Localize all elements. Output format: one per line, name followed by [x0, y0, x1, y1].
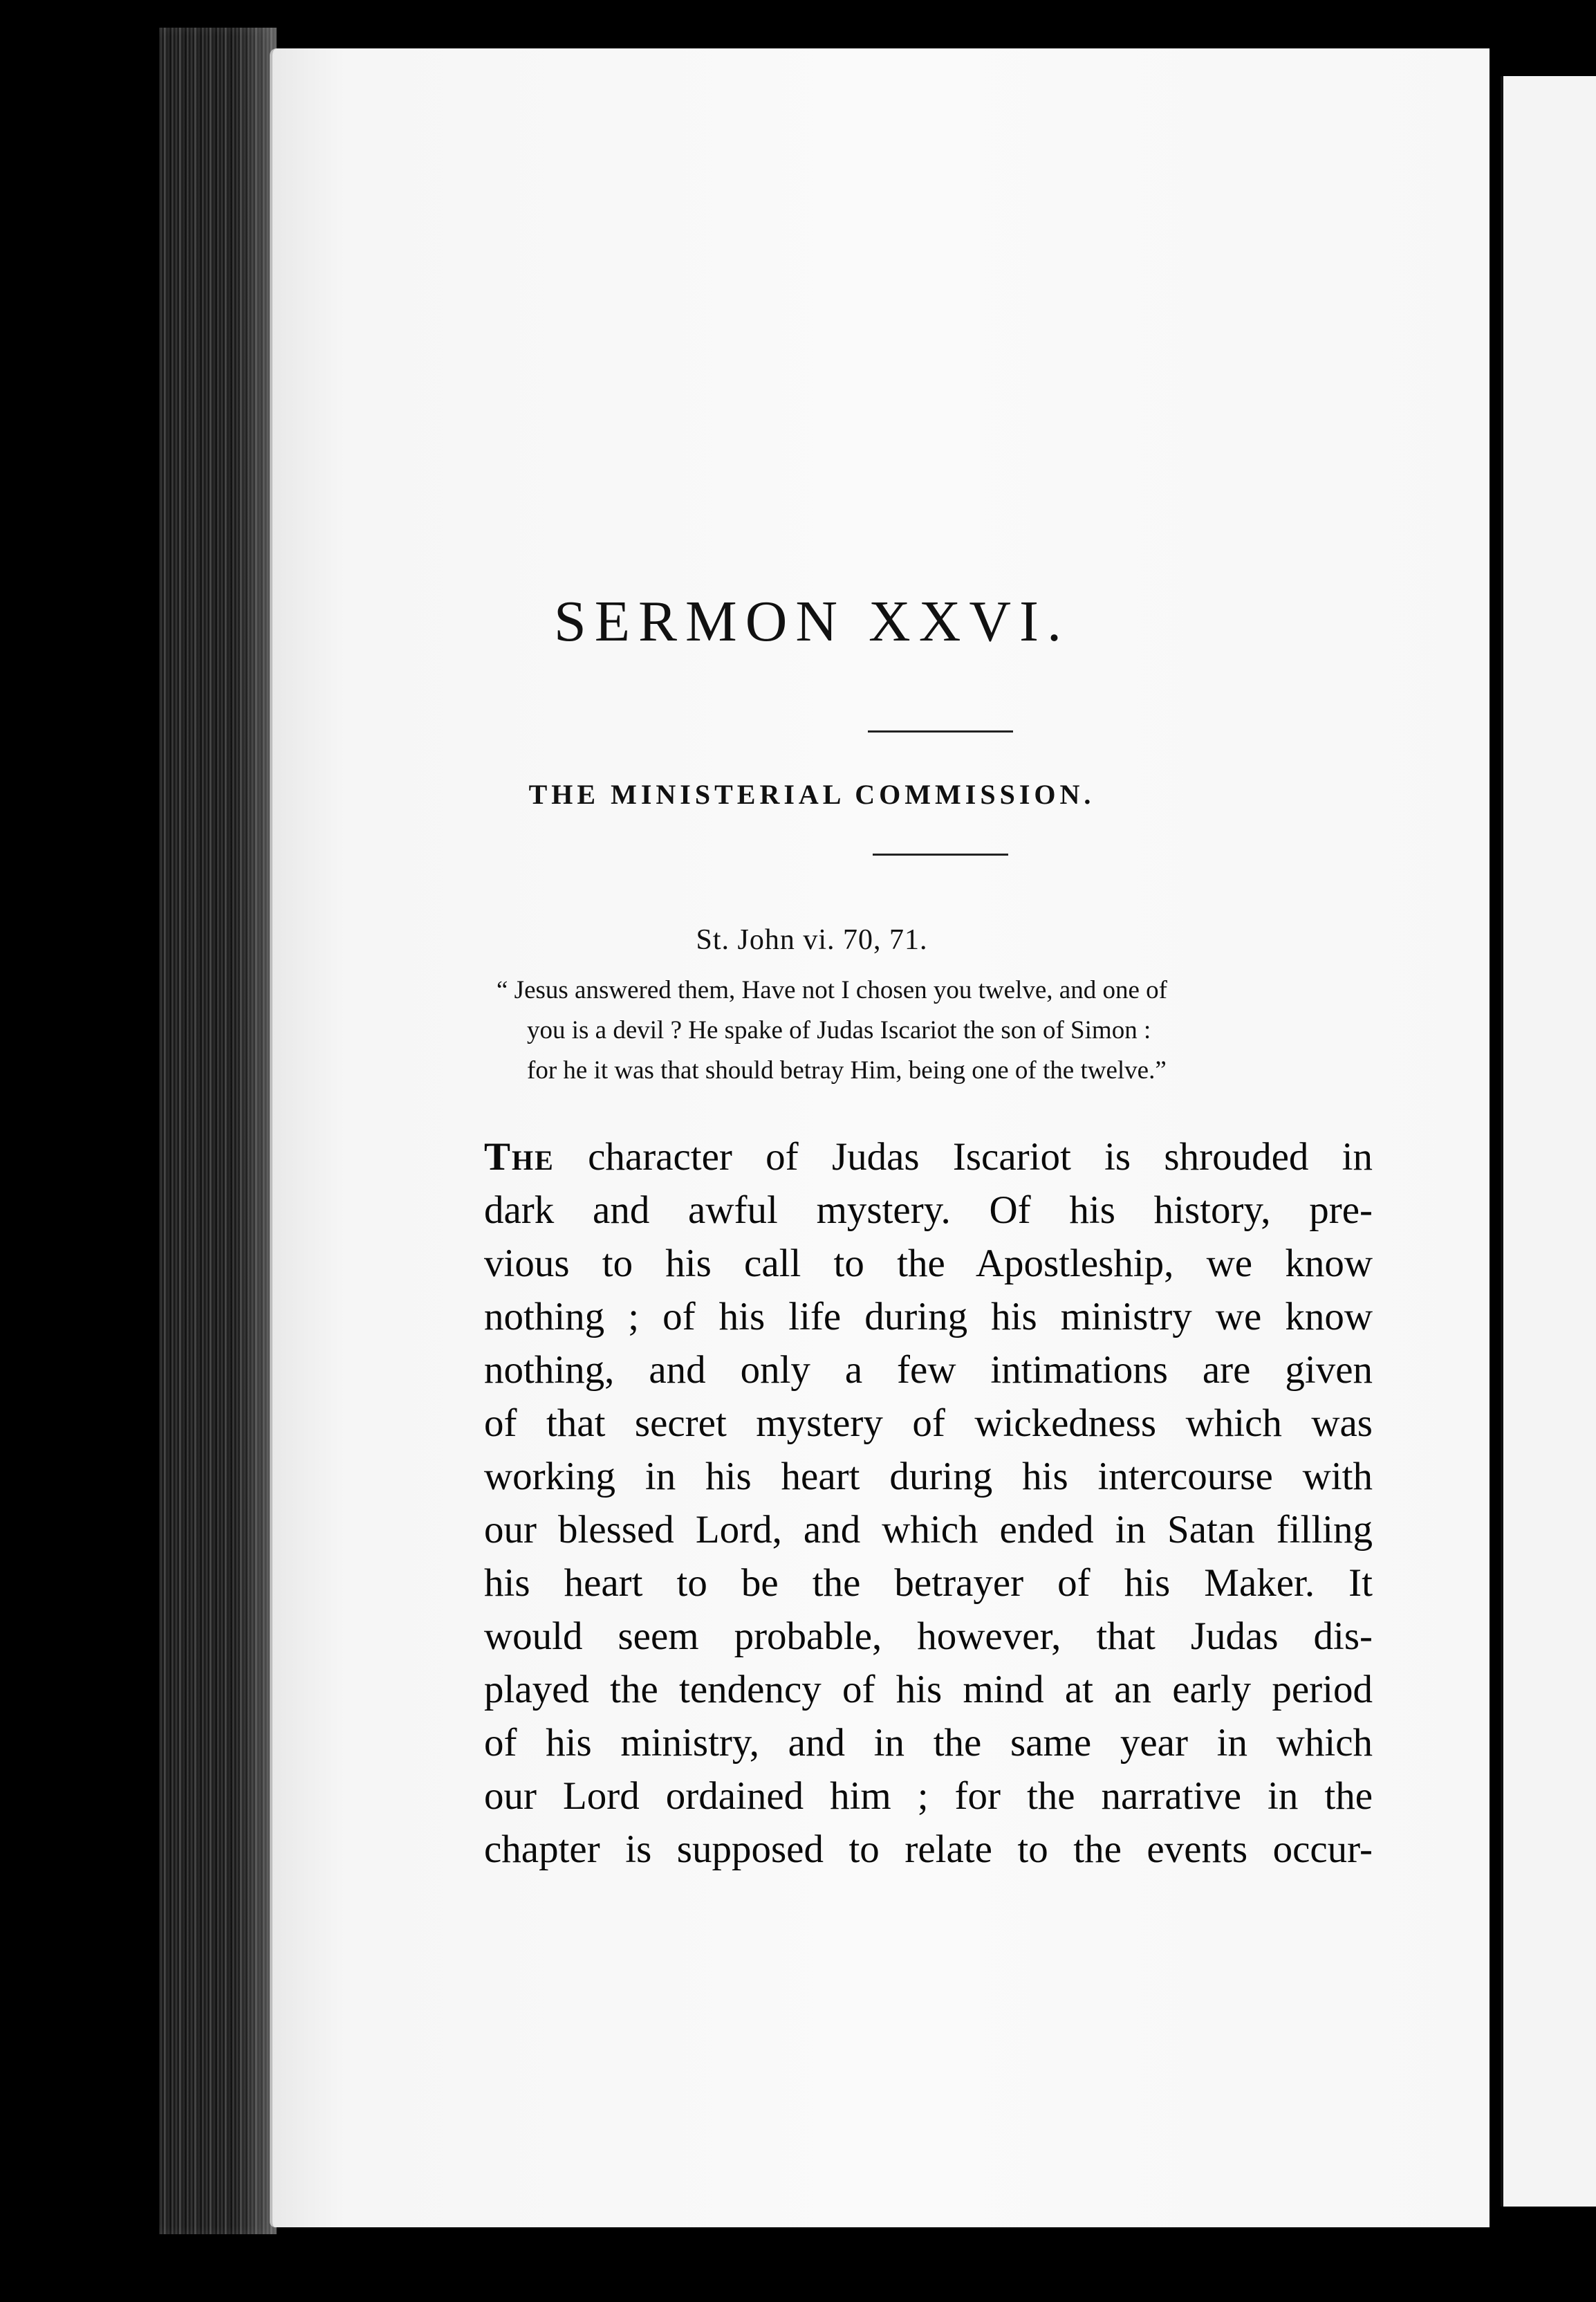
body-text-line: [484, 1134, 1373, 1180]
scripture-text-line: “ Jesus answered them, Have not I chosen you twelve, and one of: [497, 976, 1167, 1004]
body-text-line: working in his heart during his intercourse with: [484, 1455, 1373, 1498]
title-divider: [868, 730, 1013, 733]
body-text-line: of that secret mystery of wickedness which was: [484, 1401, 1373, 1445]
scripture-text-line: for he it was that should betray Him, being one of the twelve.”: [527, 1056, 1167, 1085]
sermon-title: SERMON XXVI.: [553, 589, 1070, 654]
body-text-line: his heart to be the betrayer of his Maker. It: [484, 1561, 1373, 1605]
scripture-text-line: you is a devil ? He spake of Judas Iscariot the son of Simon :: [527, 1016, 1151, 1044]
body-text-line: played the tendency of his mind at an early period: [484, 1668, 1373, 1711]
body-text-line: nothing, and only a few intimations are given: [484, 1348, 1373, 1392]
body-text-line: dark and awful mystery. Of his history, pre-: [484, 1188, 1373, 1232]
body-text-line: nothing ; of his life during his ministry we know: [484, 1295, 1373, 1338]
facing-page-edge: [1501, 76, 1596, 2207]
body-text-line: would seem probable, however, that Judas dis-: [484, 1614, 1373, 1658]
body-text-line: chapter is supposed to relate to the events occur-: [484, 1827, 1373, 1871]
book-page-edges: [159, 28, 277, 2234]
body-text-line-rest: character of Judas Iscariot is shrouded in: [554, 1135, 1373, 1179]
body-text-line: of his ministry, and in the same year in which: [484, 1721, 1373, 1765]
body-text-line: our Lord ordained him ; for the narrative in the: [484, 1774, 1373, 1818]
sermon-subtitle: THE MINISTERIAL COMMISSION.: [528, 779, 1095, 810]
body-text-line: vious to his call to the Apostleship, we know: [484, 1242, 1373, 1285]
subtitle-divider: [873, 854, 1008, 856]
body-text-line: our blessed Lord, and which ended in Satan filling: [484, 1508, 1373, 1551]
body-first-word: The: [484, 1135, 555, 1179]
scripture-citation: St. John vi. 70, 71.: [696, 924, 928, 956]
